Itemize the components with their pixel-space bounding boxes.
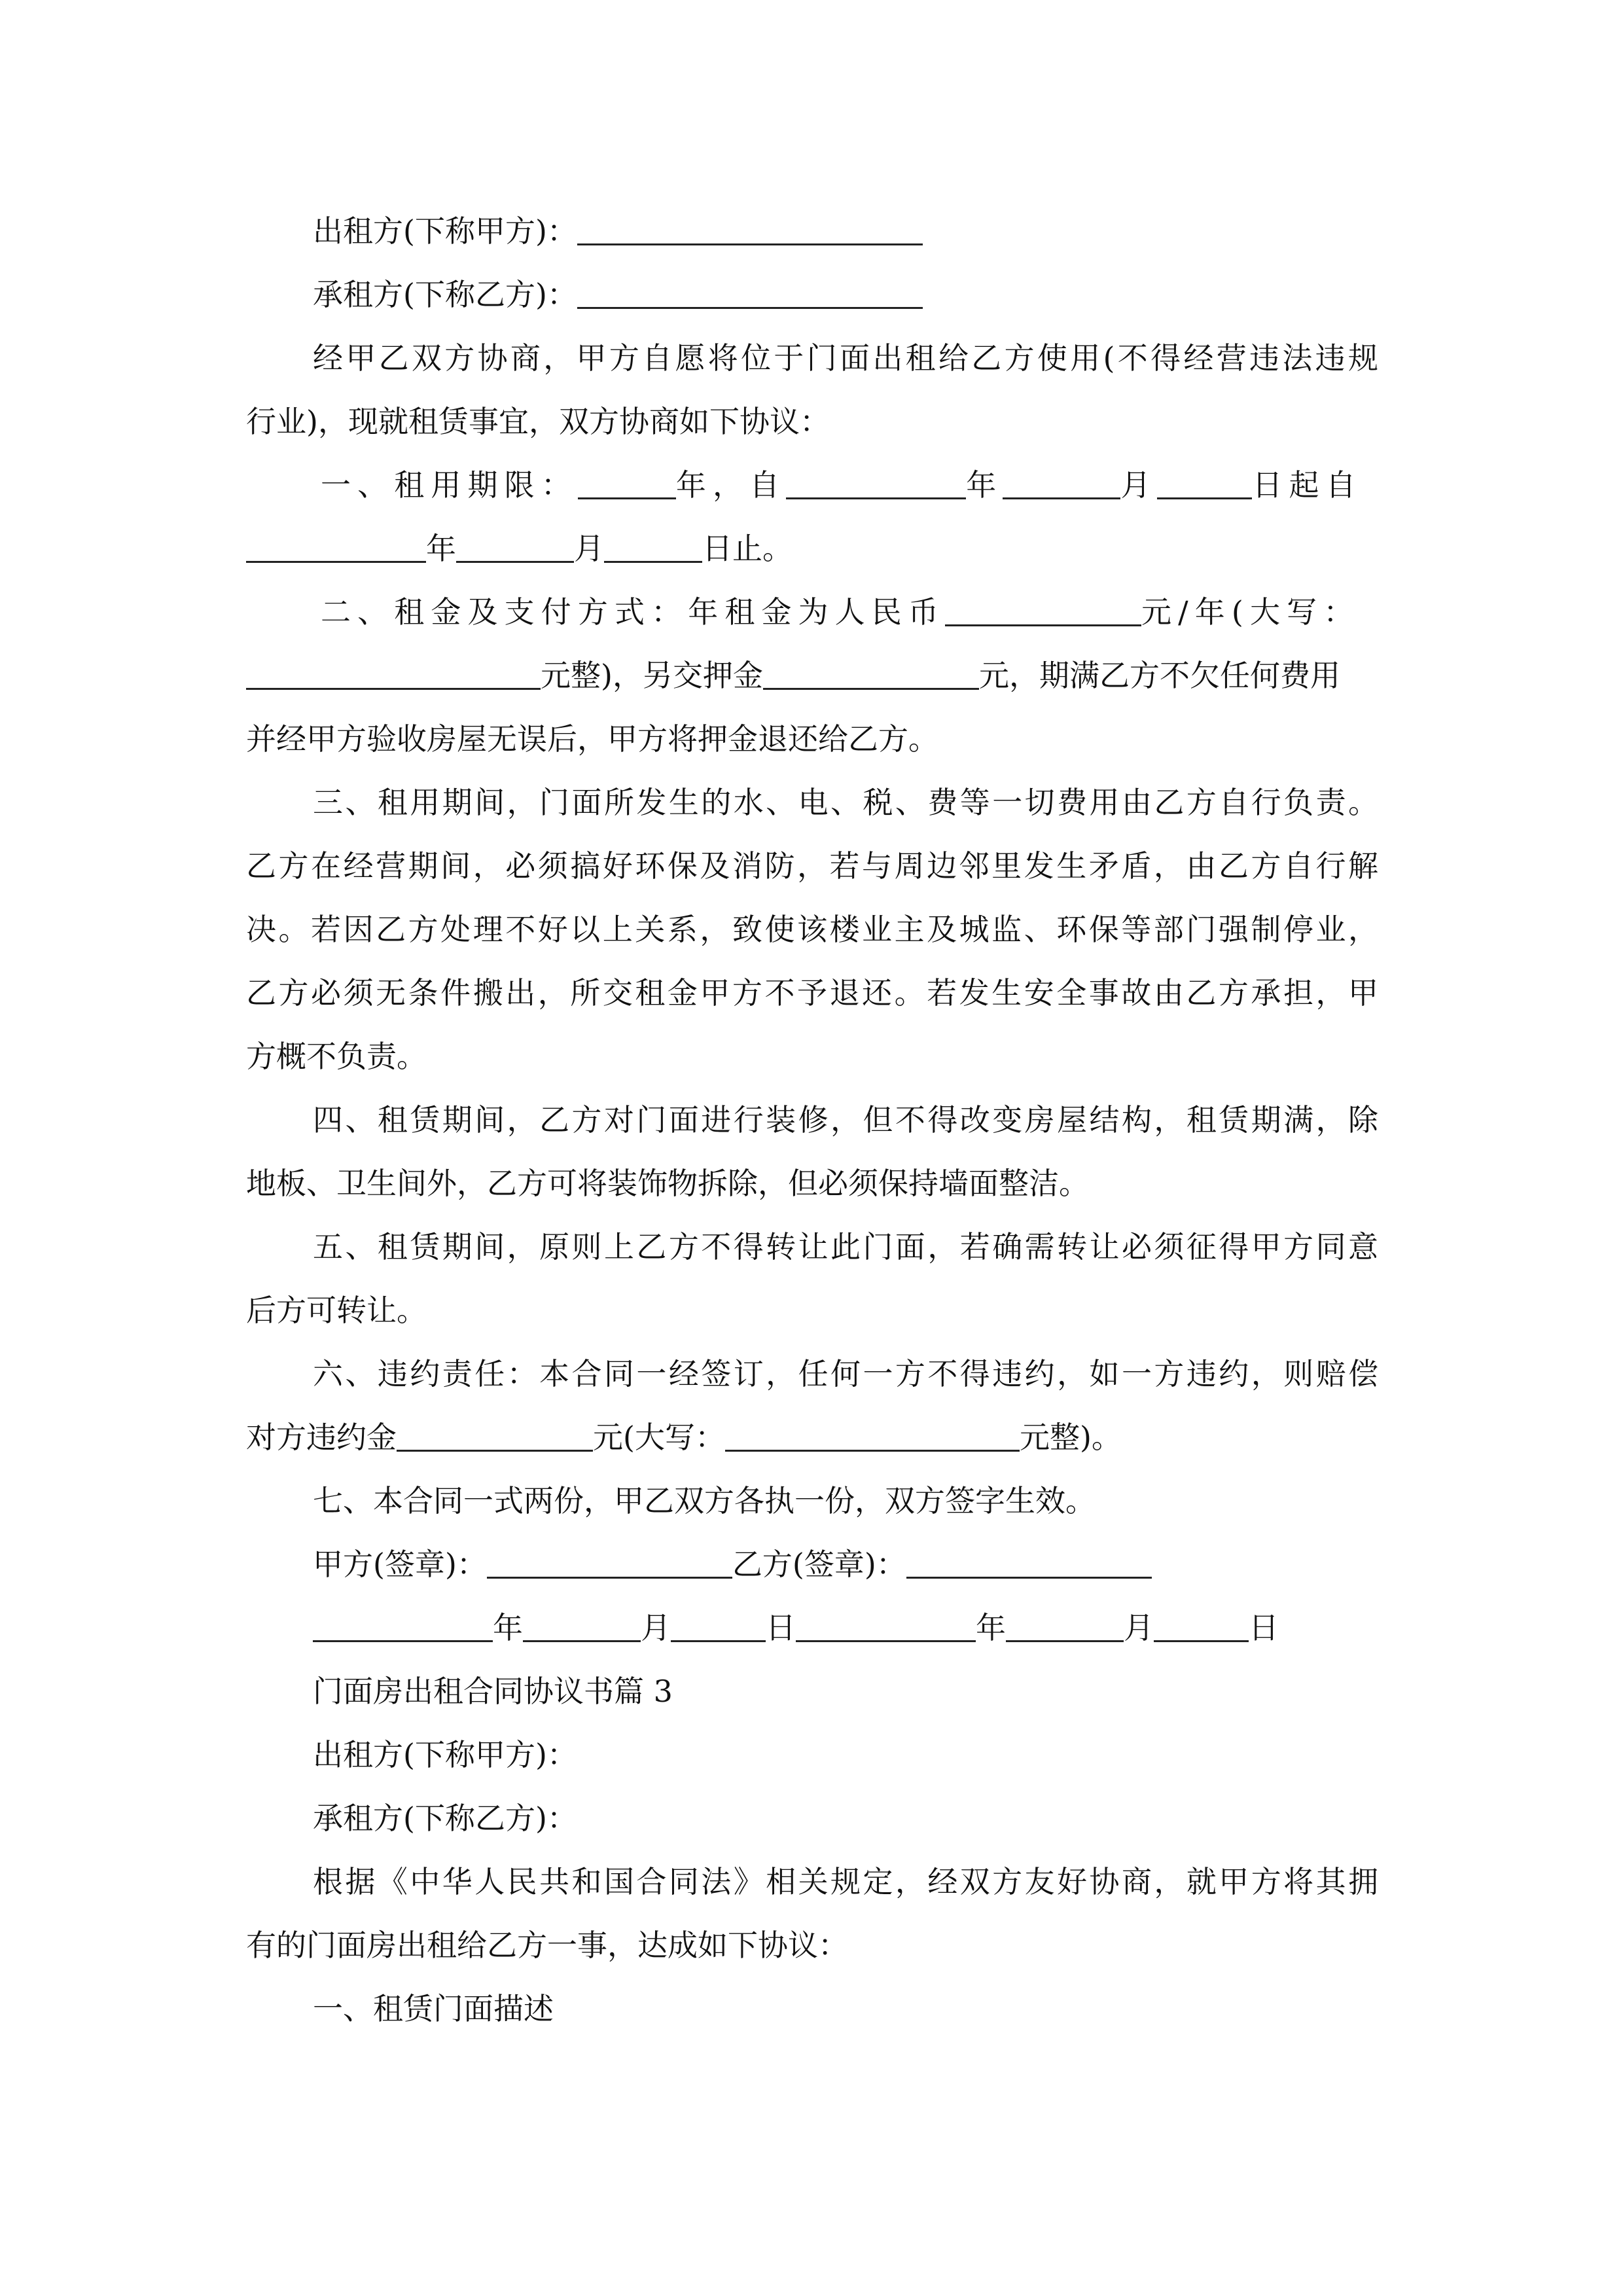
rent-amount-blank [945, 590, 1141, 626]
section-3-intro-line-2: 有的门面房出租给乙方一事，达成如下协议： [246, 1928, 848, 1963]
date-a-year-blank [313, 1606, 493, 1642]
party-a-label: 出租方(下称甲方)： [313, 213, 577, 249]
date-b-year: 年 [976, 1610, 1006, 1645]
clause-2-per-year: 元/年(大写： [1141, 594, 1361, 630]
clause-2-line-1 [321, 583, 1453, 641]
clause-6-mid: 元(大写： [593, 1420, 725, 1455]
date-a-year: 年 [493, 1610, 523, 1645]
date-b-month-blank [1006, 1606, 1124, 1642]
penalty-blank [397, 1416, 593, 1452]
party-b-label: 承租方(下称乙方)： [313, 277, 577, 312]
intro-line-2: 行业)，现就租赁事宜，双方协商如下协议： [246, 404, 830, 439]
clause-7-line: 七、本合同一式两份，甲乙双方各执一份，双方签字生效。 [313, 1483, 1096, 1518]
date-a-month: 月 [641, 1610, 671, 1645]
clause-1-end: 日止。 [702, 531, 793, 566]
date-line [313, 1598, 1378, 1657]
start-day-blank [1157, 463, 1252, 499]
sign-a-blank [487, 1543, 732, 1579]
clause-2-line-2 [246, 646, 1378, 705]
clause-5-line-1: 五、租赁期间，原则上乙方不得转让此门面，若确需转让必须征得甲方同意 [313, 1229, 1378, 1265]
penalty-capital-blank [725, 1416, 1020, 1452]
clause-1-line-1 [321, 456, 1453, 514]
rent-capital-blank [246, 654, 541, 690]
start-year-blank [786, 463, 966, 499]
clause-1-year-b: 年 [966, 467, 1003, 503]
sign-b-blank [906, 1543, 1152, 1579]
end-month-blank [456, 527, 574, 563]
date-b-year-blank [796, 1606, 976, 1642]
end-year-blank [246, 527, 426, 563]
clause-5-line-2: 后方可转让。 [246, 1293, 427, 1328]
date-b-month: 月 [1124, 1610, 1154, 1645]
clause-1-prefix: 一、租用期限： [321, 467, 578, 503]
date-a-day-blank [671, 1606, 766, 1642]
clause-2-integer: 元整)，另交押金 [541, 658, 763, 693]
party-a-blank [577, 209, 923, 245]
clause-6-end: 元整)。 [1019, 1420, 1122, 1455]
date-b-day: 日 [1249, 1610, 1279, 1645]
clause-3-line-3: 决。若因乙方处理不好以上关系，致使该楼业主及城监、环保等部门强制停业， [246, 912, 1378, 947]
clause-3-line-1: 三、租用期间，门面所发生的水、电、税、费等一切费用由乙方自行负责。 [313, 785, 1378, 820]
clause-4-line-2: 地板、卫生间外，乙方可将装饰物拆除，但必须保持墙面整洁。 [246, 1166, 1089, 1201]
party-b-blank [577, 273, 923, 309]
party-b-line [313, 265, 1378, 324]
clause-1-day-from: 日起自 [1252, 467, 1363, 503]
clause-6-prefix: 对方违约金 [246, 1420, 397, 1455]
section-3-party-b: 承租方(下称乙方)： [313, 1801, 577, 1836]
section-3-item-1: 一、租赁门面描述 [313, 1991, 554, 2026]
section-3-title: 门面房出租合同协议书篇 3 [313, 1674, 673, 1709]
section-3-party-a: 出租方(下称甲方)： [313, 1737, 577, 1772]
deposit-blank [763, 654, 979, 690]
end-day-blank [604, 527, 702, 563]
clause-3-line-2: 乙方在经营期间，必须搞好环保及消防，若与周边邻里发生矛盾，由乙方自行解 [246, 848, 1378, 884]
clause-6-line-2 [246, 1408, 1378, 1467]
clause-3-line-5: 方概不负责。 [246, 1039, 427, 1074]
clause-2-line-3: 并经甲方验收房屋无误后，甲方将押金退还给乙方。 [246, 721, 938, 757]
sign-a-label: 甲方(签章)： [313, 1547, 487, 1582]
intro-line-1: 经甲乙双方协商，甲方自愿将位于门面出租给乙方使用(不得经营违法违规 [313, 340, 1378, 376]
term-blank [578, 463, 676, 499]
clause-2-tail: 元，期满乙方不欠任何费用 [978, 658, 1340, 693]
date-a-day: 日 [766, 1610, 796, 1645]
clause-1-month-a: 月 [1120, 467, 1158, 503]
signature-line [313, 1535, 1378, 1594]
clause-6-line-1: 六、违约责任：本合同一经签订，任何一方不得违约，如一方违约，则赔偿 [313, 1356, 1378, 1391]
date-b-day-blank [1154, 1606, 1249, 1642]
clause-4-line-1: 四、租赁期间，乙方对门面进行装修，但不得改变房屋结构，租赁期满，除 [313, 1102, 1378, 1138]
clause-3-line-4: 乙方必须无条件搬出，所交租金甲方不予退还。若发生安全事故由乙方承担，甲 [246, 975, 1378, 1011]
clause-1-month-b: 月 [574, 531, 604, 566]
start-month-blank [1003, 463, 1120, 499]
clause-1-year-c: 年 [426, 531, 456, 566]
sign-b-label: 乙方(签章)： [732, 1547, 906, 1582]
party-a-line [313, 202, 1378, 260]
section-3-intro-line-1: 根据《中华人民共和国合同法》相关规定，经双方友好协商，就甲方将其拥 [313, 1864, 1378, 1899]
date-a-month-blank [523, 1606, 641, 1642]
clause-1-line-2 [246, 519, 1378, 578]
clause-2-prefix: 二、租金及支付方式：年租金为人民币 [321, 594, 946, 630]
clause-1-year-a: 年 [675, 467, 713, 503]
clause-1-from: ，自 [712, 467, 787, 503]
